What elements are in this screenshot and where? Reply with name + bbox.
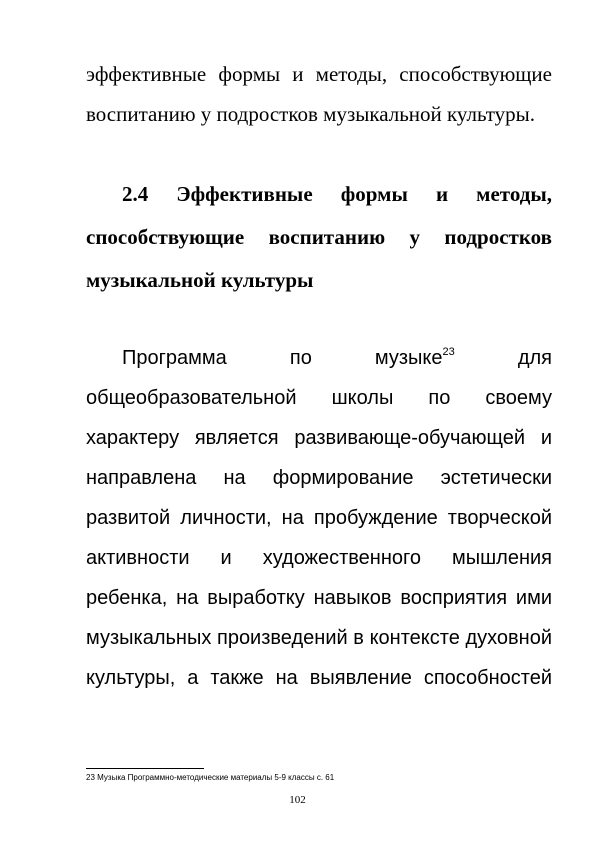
body-line: активности и художественного мышления — [86, 547, 552, 569]
body-line: ребенка, на выработку навыков восприятия ими — [86, 587, 552, 609]
footnote-text: Музыка Программно-методические материалы 5-9 классы с. 61 — [97, 773, 335, 782]
footnote-number: 23 — [86, 773, 95, 782]
footnote-divider — [86, 768, 204, 769]
intro-line: эффективные формы и методы, способствующие — [86, 62, 552, 86]
body-line-tail: для — [517, 347, 552, 369]
footnote — [86, 773, 334, 782]
heading-line: способствующие воспитанию у подростков — [86, 225, 552, 249]
page-number: 102 — [289, 794, 306, 806]
body-line: характеру является развивающе-обучающей и — [86, 427, 552, 449]
heading-line: музыкальной культуры — [86, 268, 314, 292]
body-line: культуры, а также на выявление способностей — [86, 667, 552, 689]
body-line: музыкальных произведений в контексте духовной — [86, 627, 552, 649]
footnote-reference[interactable]: 23 — [442, 346, 455, 358]
section-heading — [86, 173, 552, 302]
body-line — [86, 338, 552, 378]
body-line-text: Программа по музыке — [122, 347, 443, 369]
intro-line: воспитанию у подростков музыкальной культуры. — [86, 102, 536, 126]
intro-paragraph — [86, 54, 552, 134]
body-line: развитой личности, на пробуждение творческой — [86, 507, 552, 529]
body-line: общеобразовательной школы по своему — [86, 387, 552, 409]
body-paragraph — [86, 338, 552, 698]
body-line: направлена на формирование эстетически — [86, 467, 552, 489]
heading-line: 2.4 Эффективные формы и методы, — [122, 182, 552, 206]
